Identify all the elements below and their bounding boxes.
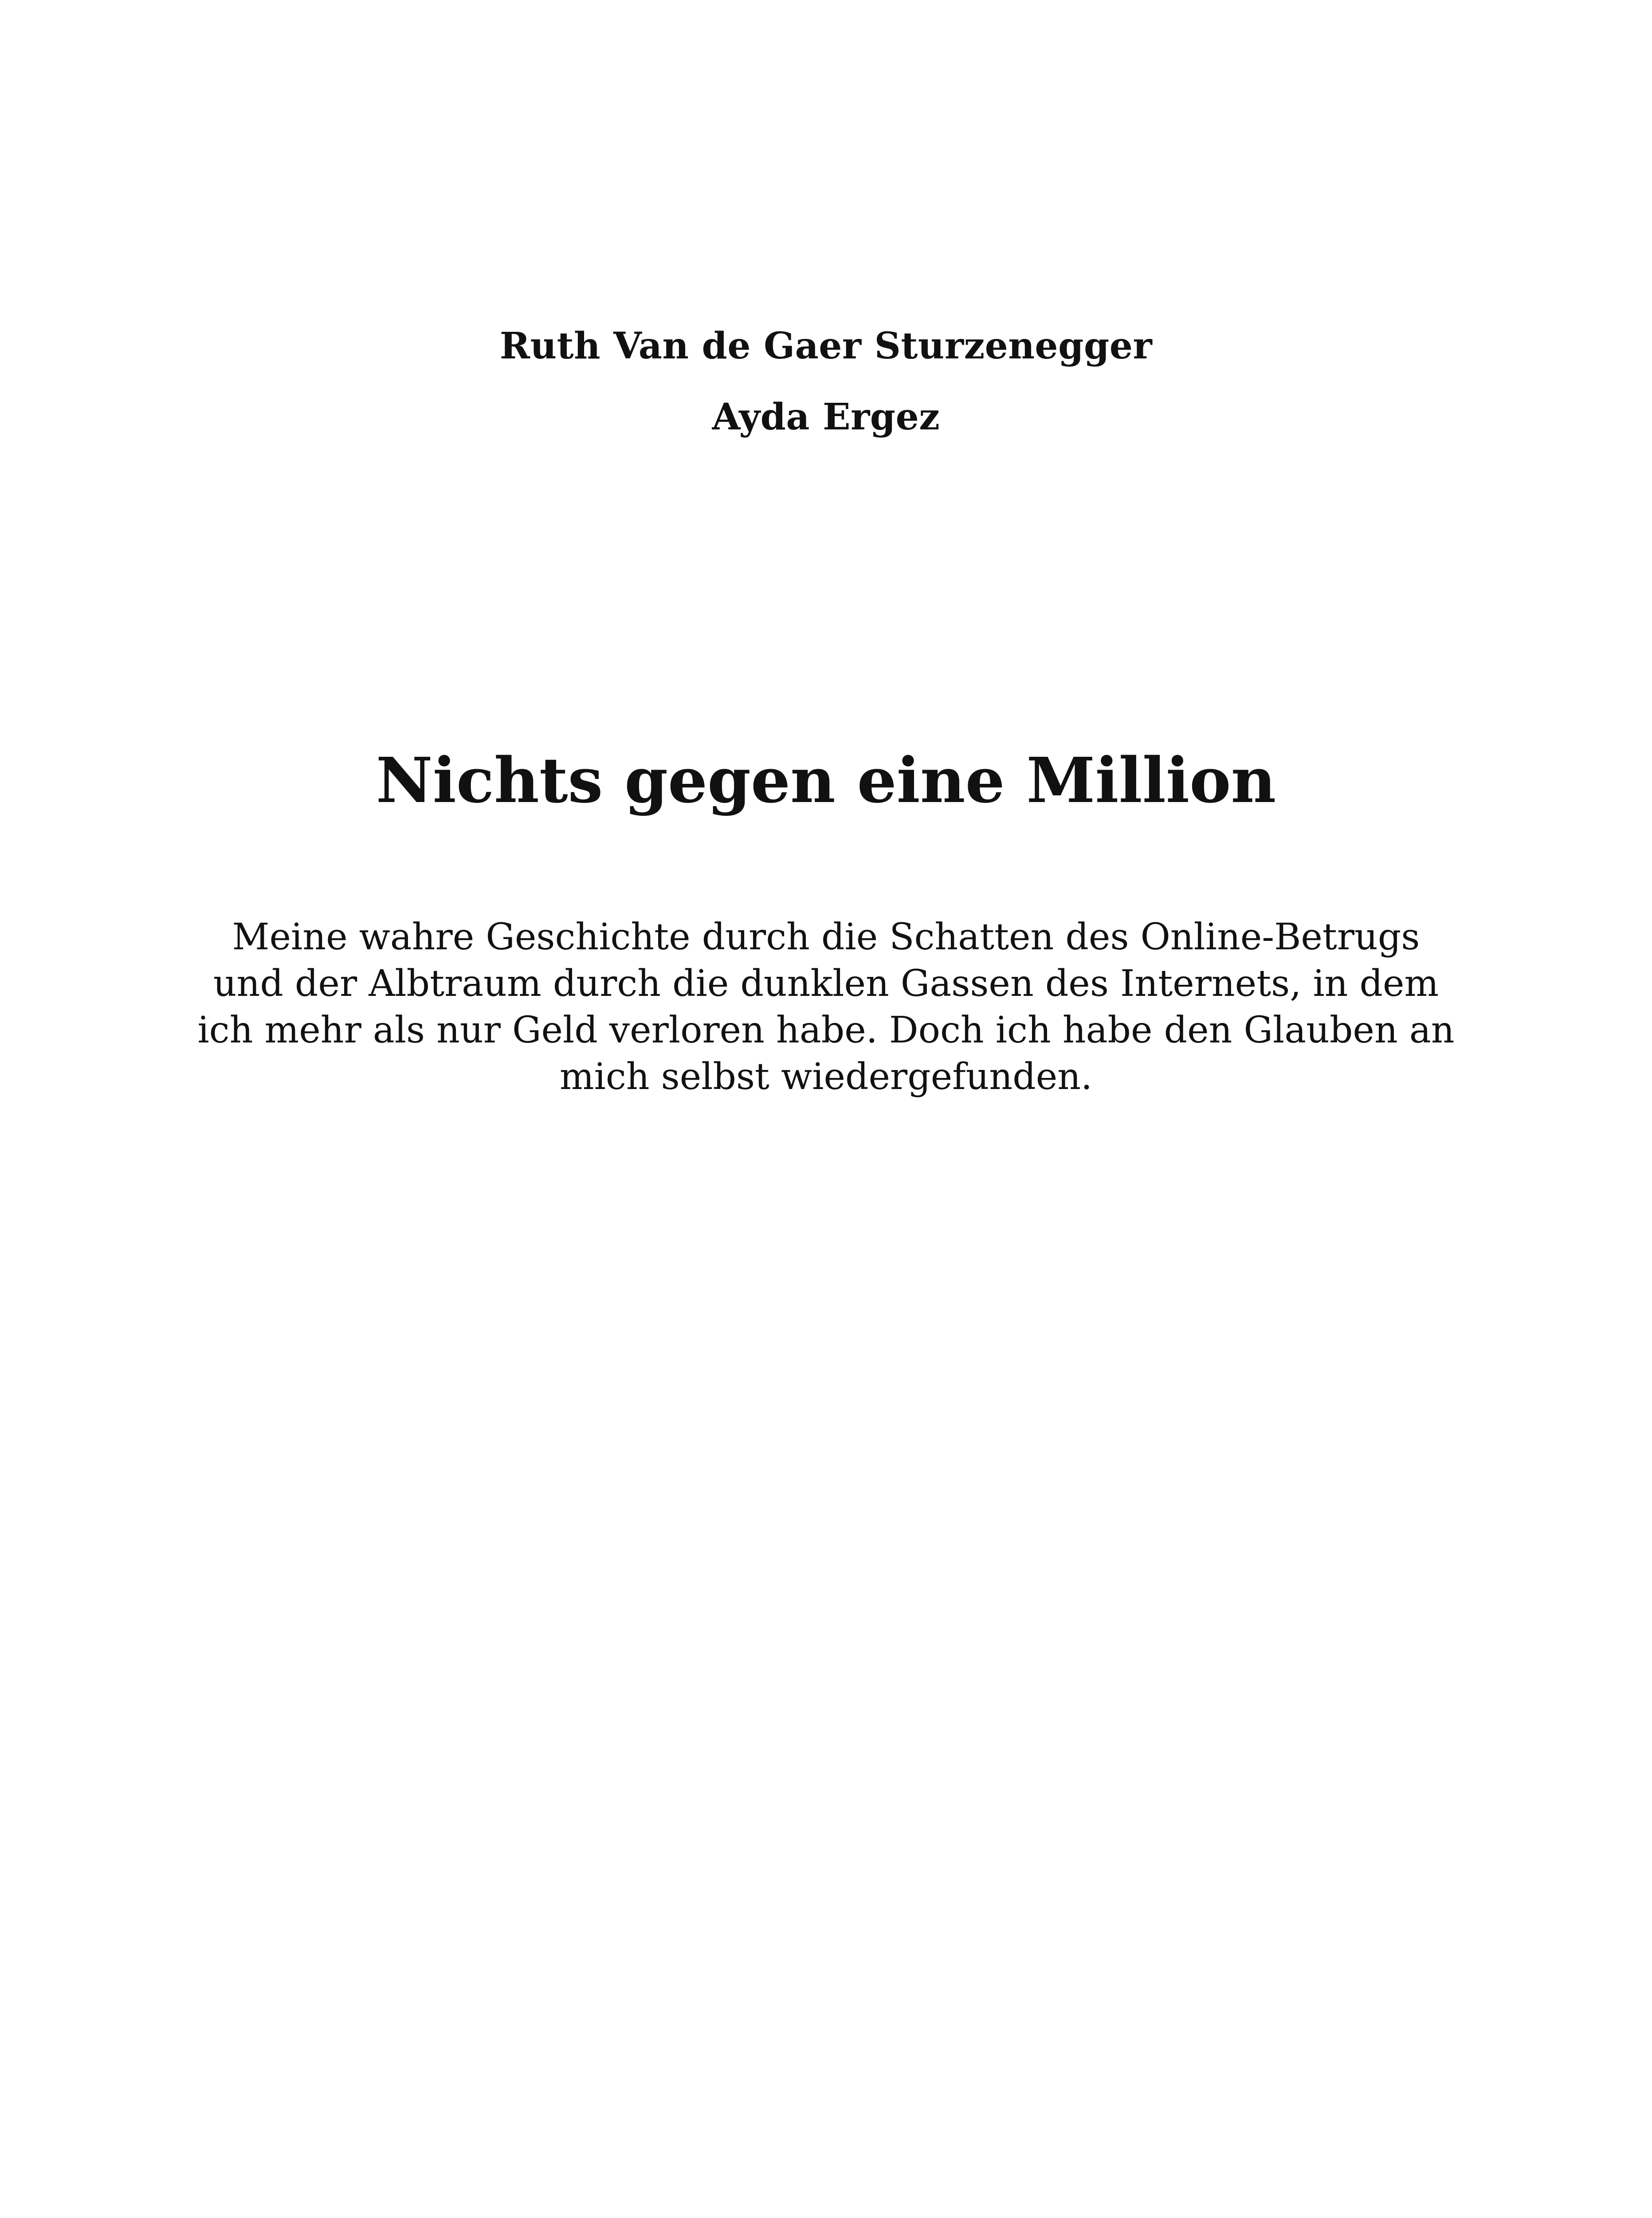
book-subtitle: Meine wahre Geschichte durch die Schatten des Online-Betrugs und der Albtraum durch die dunklen Gassen des Internets, in dem ich mehr als nur Geld verloren habe. Doch ich habe den Glauben an mich selbst wiedergefunden. bbox=[197, 916, 1455, 1098]
author-block bbox=[0, 311, 1652, 452]
author-name: Ayda Ergez bbox=[712, 396, 940, 438]
book-title: Nichts gegen eine Million bbox=[376, 744, 1276, 817]
author-name: Ruth Van de Gaer Sturzenegger bbox=[499, 325, 1153, 367]
